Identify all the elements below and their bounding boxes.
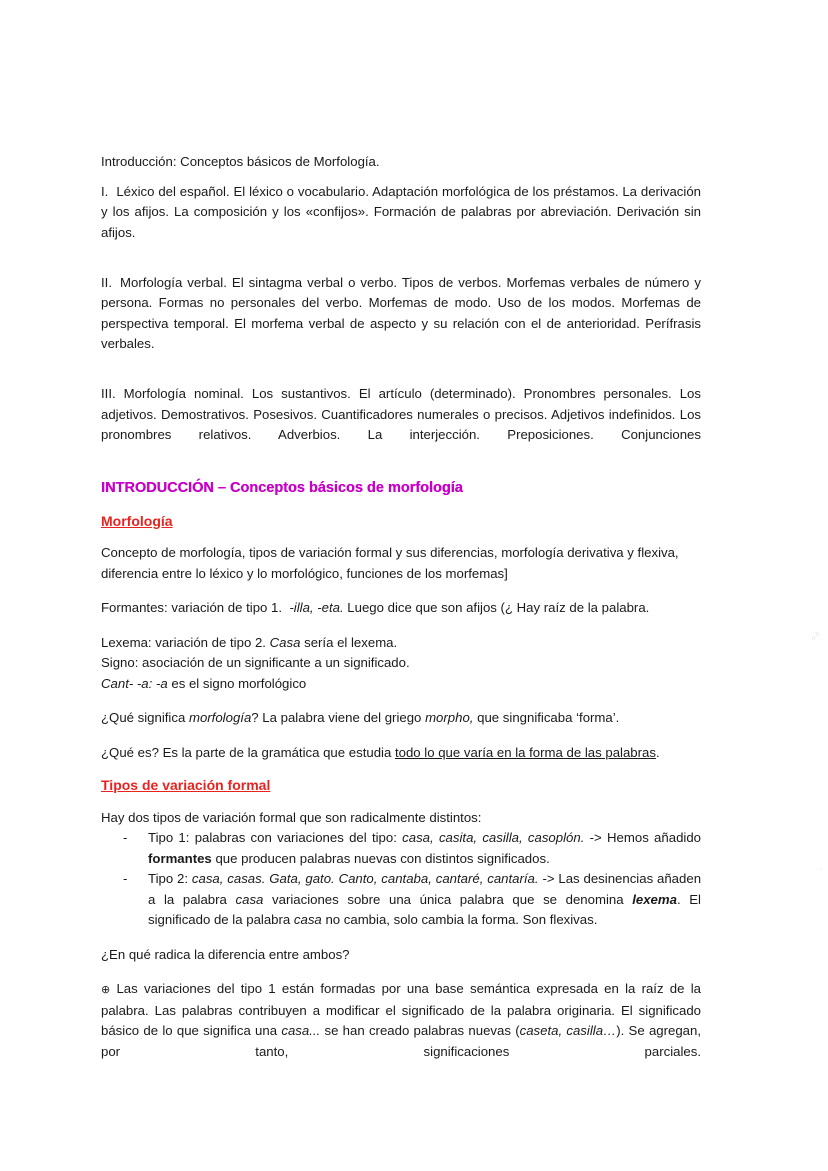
section-1-text: Léxico del español. El léxico o vocabulario. Adaptación morfológica de los préstamos. La derivación y los afijos. La composición y los «confijos». Formación de palabras por abreviación. Derivación sin afijos.: [101, 183, 701, 240]
tipo2-casa-2: casa: [293, 912, 322, 927]
tipo2-casa: casa: [235, 891, 264, 907]
list-item-tipo-2: [101, 869, 701, 931]
index-intro: Introducción: Conceptos básicos de Morfología.: [101, 154, 380, 169]
tipo1-e: que producen palabras nuevas con distintos significados.: [215, 850, 550, 866]
tipo2-a: Tipo 2:: [148, 871, 189, 886]
tipo2-i: no cambia, solo cambia la forma. Son flexivas.: [325, 912, 598, 927]
heading-tipos: Tipos de variación formal: [101, 777, 271, 793]
tipo1-c: -> Hemos añadido: [589, 830, 701, 845]
question-que-es: [101, 743, 701, 764]
bullet-dash: -: [123, 871, 128, 886]
cant-line: [101, 674, 701, 695]
q1-c: ? La palabra viene del griego: [251, 710, 422, 725]
margin-scan-mark: ·: [820, 866, 823, 873]
last-a: Las variaciones del tipo 1 están formadas por una base semántica expresada en la raíz de la palabra. Las palabras contribuyen a modificar el significado de la palabra originaria. El significado básico de lo que significa una: [101, 981, 701, 1038]
q1-term: morfología: [188, 710, 252, 725]
last-e: ). Se agregan, por tanto, significaciones parciales.: [101, 1023, 702, 1059]
last-c: se han creado palabras nuevas (: [324, 1023, 520, 1038]
last-examples: caseta, casilla…: [519, 1023, 617, 1038]
formantes-note: Luego dice que son afijos (¿ Hay raíz de la palabra.: [347, 600, 650, 615]
section-2-text: Morfología verbal. El sintagma verbal o verbo. Tipos de verbos. Morfemas verbales de número y persona. Formas no personales del verbo. Morfemas de modo. Uso de los modos. Morfemas de perspectiva temporal. El morfema verbal de aspecto y su relación con el de anterioridad. Perífrasis verbales.: [101, 274, 701, 351]
list-item-tipo-1: [101, 828, 701, 869]
section-2-number: II.: [101, 274, 112, 290]
formantes-line: [101, 598, 701, 619]
q2-a: ¿Qué es? Es la parte de la gramática que estudia: [101, 744, 392, 760]
tipo2-c: -> Las desinencias añaden a la palabra: [148, 871, 702, 907]
lexema-line: [101, 633, 701, 654]
circle-plus-icon: ⊕: [101, 984, 111, 996]
tipo2-examples: casa, casas. Gata, gato. Canto, cantaba, cantaré, cantaría.: [191, 871, 539, 886]
variaciones-paragraph: [101, 979, 701, 1083]
tipo1-formantes: formantes: [148, 850, 212, 866]
q1-a: ¿Qué significa: [101, 710, 186, 725]
heading-morfologia: Morfología: [101, 512, 173, 529]
lexema-label: Lexema: variación de tipo 2.: [101, 634, 266, 650]
diferencia-question: ¿En qué radica la diferencia entre ambos?: [101, 946, 350, 962]
index-section-3: [101, 384, 701, 466]
index-section-1: [101, 182, 701, 264]
lexema-note: sería el lexema.: [304, 634, 398, 650]
tipo1-a: Tipo 1: palabras con variaciones del tipo:: [148, 830, 397, 845]
tipo2-lexema: lexema: [632, 891, 677, 907]
q1-greek: morpho,: [425, 710, 474, 725]
q2-c: .: [655, 744, 660, 760]
formantes-suffixes: -illa, -eta.: [289, 600, 344, 615]
index-section-2: [101, 273, 701, 376]
q1-e: que singnificaba ‘forma’.: [477, 710, 620, 725]
tipo1-examples: casa, casita, casilla, casoplón.: [402, 830, 585, 845]
cant-note: es el signo morfológico: [171, 675, 307, 691]
section-3-text: Morfología nominal. Los sustantivos. El artículo (determinado). Pronombres personales. Los adjetivos. Demostrativos. Posesivos. Cuantificadores numerales o precisos. Adjetivos indefinidos. Los pronombres relativos. Adverbios. La interjección. Preposiciones. Conjunciones: [101, 386, 701, 442]
concept-paragraph: Concepto de morfología, tipos de variación formal y sus diferencias, morfología derivativa y flexiva, diferencia entre lo léxico y lo morfológico, funciones de los morfemas]: [101, 545, 679, 581]
last-casa: casa...: [281, 1023, 321, 1038]
question-morfologia: [101, 708, 701, 729]
formantes-label: Formantes: variación de tipo 1.: [101, 600, 283, 615]
main-heading: INTRODUCCIÓN – Conceptos básicos de morfología: [101, 480, 463, 496]
tipos-list: [101, 828, 701, 931]
signo-line: Signo: asociación de un significante a un significado.: [101, 655, 410, 670]
document-page: [101, 152, 701, 1083]
section-3-number: III.: [101, 386, 116, 401]
tipo2-g: . El significado de la palabra: [148, 891, 701, 927]
tipo2-e: variaciones sobre una única palabra que se denomina: [272, 891, 624, 907]
section-1-number: I.: [101, 183, 109, 199]
bullet-dash: -: [123, 830, 128, 845]
lexema-example: Casa: [269, 634, 301, 650]
cant-example: Cant- -a: -a: [101, 675, 168, 691]
margin-scan-mark: ⁘⁘: [810, 629, 823, 644]
hay-dos-line: Hay dos tipos de variación formal que son radicalmente distintos:: [101, 809, 482, 825]
q2-underlined: todo lo que varía en la forma de las palabras: [394, 744, 656, 760]
